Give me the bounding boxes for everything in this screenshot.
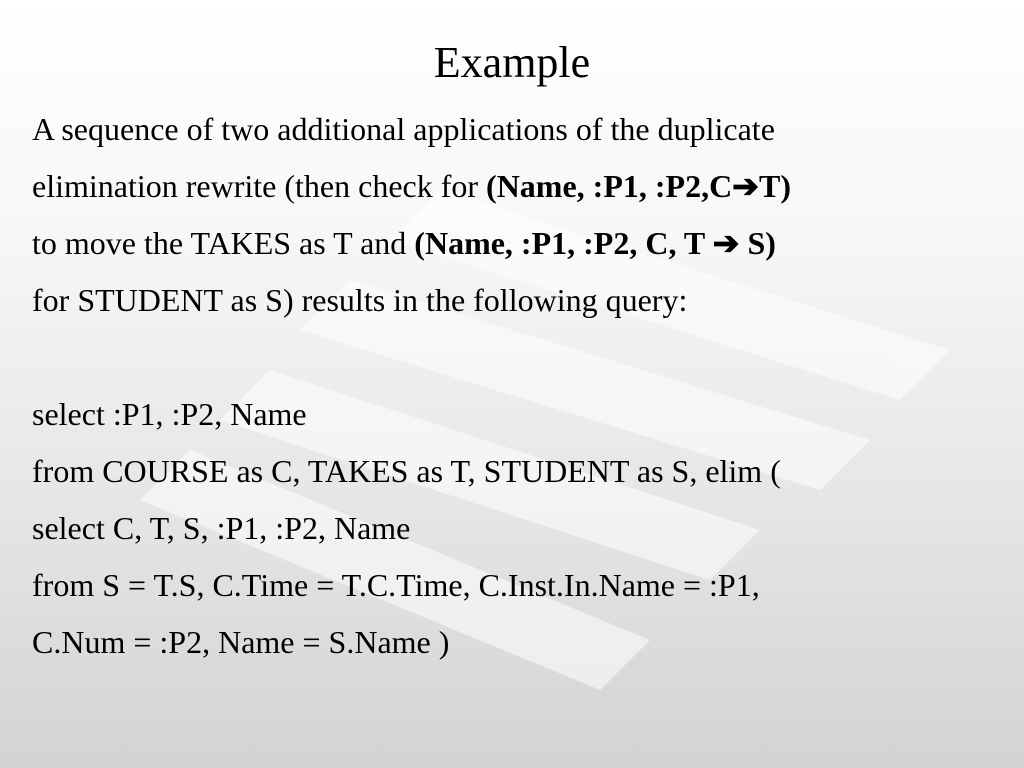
paragraph-line-4: for STUDENT as S) results in the following query: — [32, 282, 688, 318]
blank-line — [32, 329, 1007, 386]
query-line: C.Num = :P2, Name = S.Name ) — [32, 624, 450, 660]
slide-body — [32, 101, 1007, 671]
right-arrow-icon: ➔ — [732, 168, 759, 204]
paragraph-line-2 — [32, 158, 1007, 215]
dependency-expression-2-end: S) — [739, 225, 776, 261]
slide-title: Example — [433, 38, 591, 87]
paragraph-line-3 — [32, 215, 1007, 272]
dependency-expression-1: (Name, :P1, :P2,C — [486, 168, 733, 204]
dependency-expression-1-end: T) — [758, 168, 791, 204]
paragraph-line-2-text: elimination rewrite (then check for — [32, 168, 487, 204]
right-arrow-icon: ➔ — [712, 225, 740, 261]
paragraph-line-1: A sequence of two additional applications of the duplicate — [32, 111, 775, 147]
query-line: select :P1, :P2, Name — [32, 396, 307, 432]
query-line: from S = T.S, C.Time = T.C.Time, C.Inst.In.Name = :P1, — [32, 567, 760, 603]
paragraph-line-3-text: to move the TAKES as T and — [32, 225, 415, 261]
query-line: from COURSE as C, TAKES as T, STUDENT as S, elim ( — [32, 453, 781, 489]
query-line: select C, T, S, :P1, :P2, Name — [32, 510, 411, 546]
dependency-expression-2: (Name, :P1, :P2, C, T — [414, 225, 713, 261]
